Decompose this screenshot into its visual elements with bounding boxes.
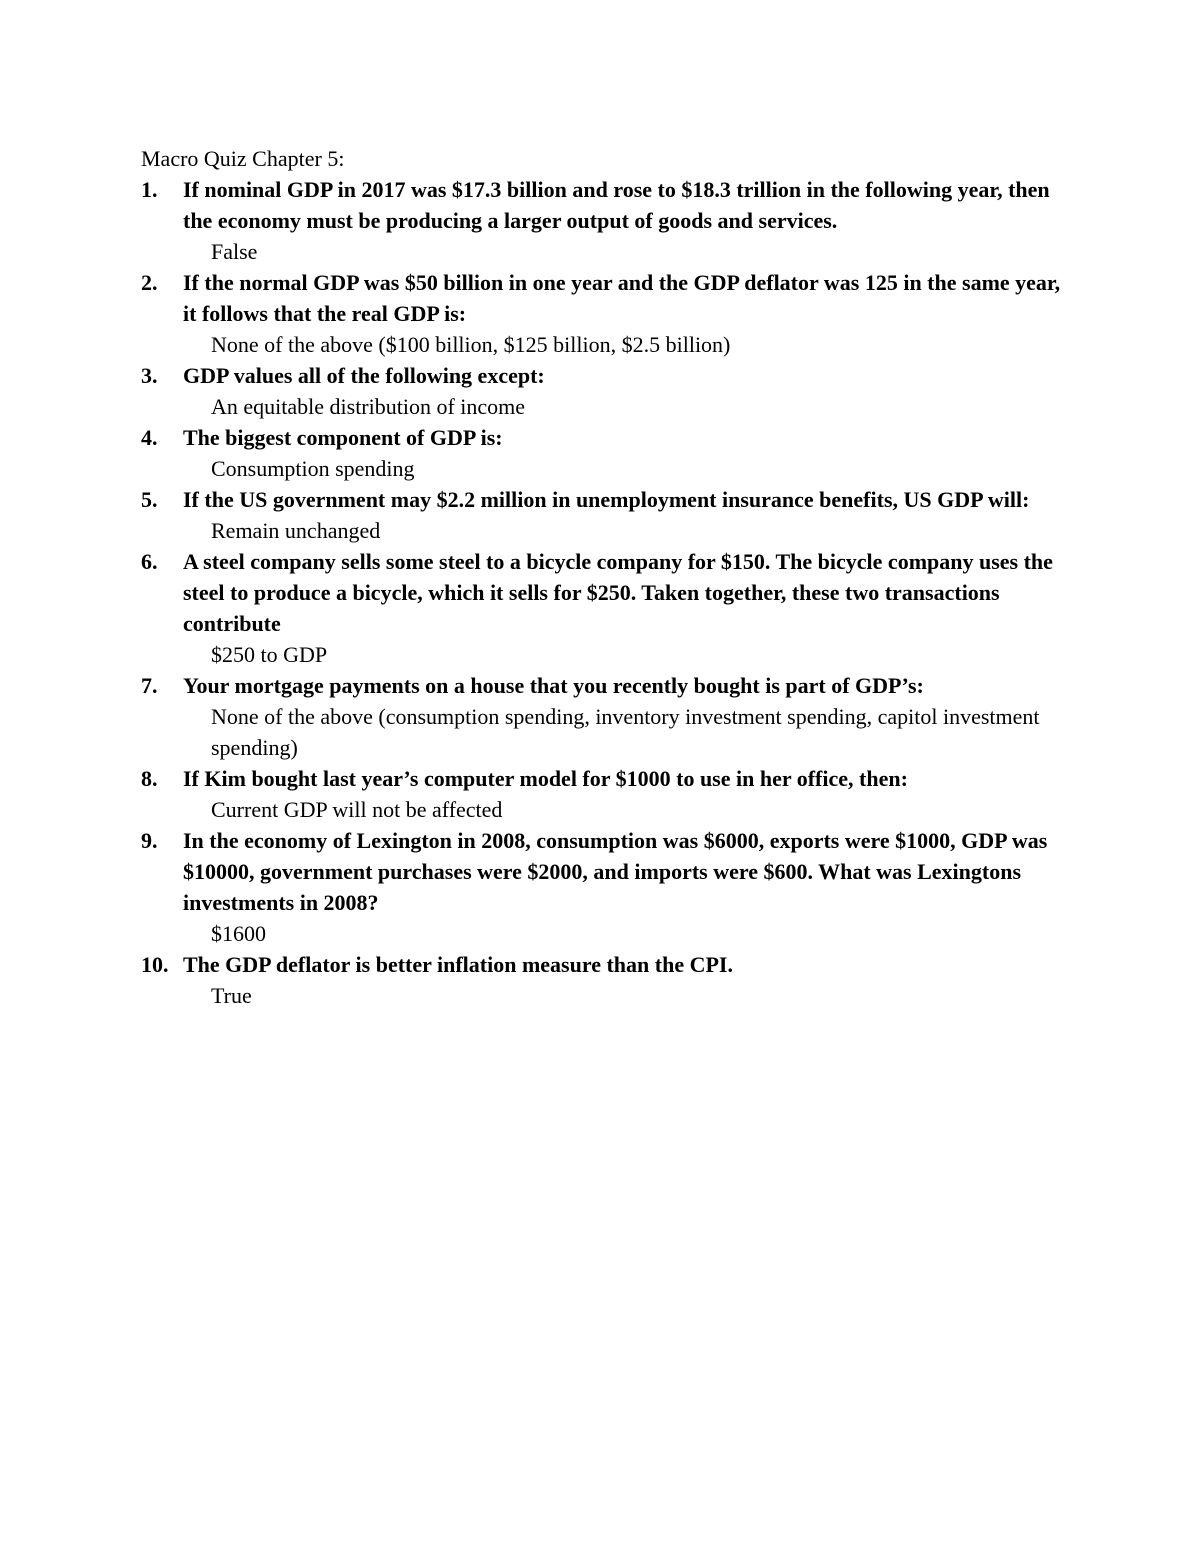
- question-number: 7.: [141, 673, 158, 698]
- question-text: A steel company sells some steel to a bicycle company for $150. The bicycle company uses the steel to produce a bicycle, which it sells for $250. Taken together, these two transactions contribute: [183, 549, 1053, 636]
- question-text: GDP values all of the following except:: [183, 363, 545, 388]
- question-number: 1.: [141, 177, 158, 202]
- question-item-4: [141, 422, 1061, 484]
- question-number: 10.: [141, 952, 169, 977]
- answer-text: $250 to GDP: [211, 642, 328, 667]
- question-text: If Kim bought last year’s computer model for $1000 to use in her office, then:: [183, 766, 908, 791]
- question-item-10: [141, 949, 1061, 1011]
- question-number: 8.: [141, 766, 158, 791]
- question-text: The biggest component of GDP is:: [183, 425, 503, 450]
- question-number: 5.: [141, 487, 158, 512]
- question-item-8: [141, 763, 1061, 825]
- question-item-7: [141, 670, 1061, 763]
- answer-text: True: [211, 983, 252, 1008]
- question-item-1: [141, 174, 1061, 267]
- question-item-2: [141, 267, 1061, 360]
- question-number: 3.: [141, 363, 158, 388]
- document-title: Macro Quiz Chapter 5:: [141, 146, 345, 171]
- question-text: The GDP deflator is better inflation measure than the CPI.: [183, 952, 733, 977]
- question-number: 9.: [141, 828, 158, 853]
- question-item-6: [141, 546, 1061, 670]
- question-number: 4.: [141, 425, 158, 450]
- question-item-9: [141, 825, 1061, 949]
- question-item-3: [141, 360, 1061, 422]
- question-item-5: [141, 484, 1061, 546]
- answer-text: None of the above ($100 billion, $125 billion, $2.5 billion): [211, 332, 731, 357]
- answer-text: None of the above (consumption spending, inventory investment spending, capitol investment spending): [211, 704, 1040, 760]
- question-text: In the economy of Lexington in 2008, consumption was $6000, exports were $1000, GDP was $10000, government purchases were $2000, and imports were $600. What was Lexingtons investments in 2008?: [183, 828, 1048, 915]
- question-number: 2.: [141, 270, 158, 295]
- answer-text: An equitable distribution of income: [211, 394, 526, 419]
- answer-text: Remain unchanged: [211, 518, 381, 543]
- answer-text: Current GDP will not be affected: [211, 797, 503, 822]
- question-text: If the normal GDP was $50 billion in one year and the GDP deflator was 125 in the same year, it follows that the real GDP is:: [183, 270, 1061, 326]
- document-content: [141, 143, 1061, 1011]
- question-text: Your mortgage payments on a house that you recently bought is part of GDP’s:: [183, 673, 924, 698]
- question-text: If the US government may $2.2 million in unemployment insurance benefits, US GDP will:: [183, 487, 1030, 512]
- question-number: 6.: [141, 549, 158, 574]
- answer-text: $1600: [211, 921, 266, 946]
- answer-text: Consumption spending: [211, 456, 415, 481]
- question-text: If nominal GDP in 2017 was $17.3 billion and rose to $18.3 trillion in the following year, then the economy must be producing a larger output of goods and services.: [183, 177, 1050, 233]
- answer-text: False: [211, 239, 258, 264]
- question-list: [141, 174, 1061, 1011]
